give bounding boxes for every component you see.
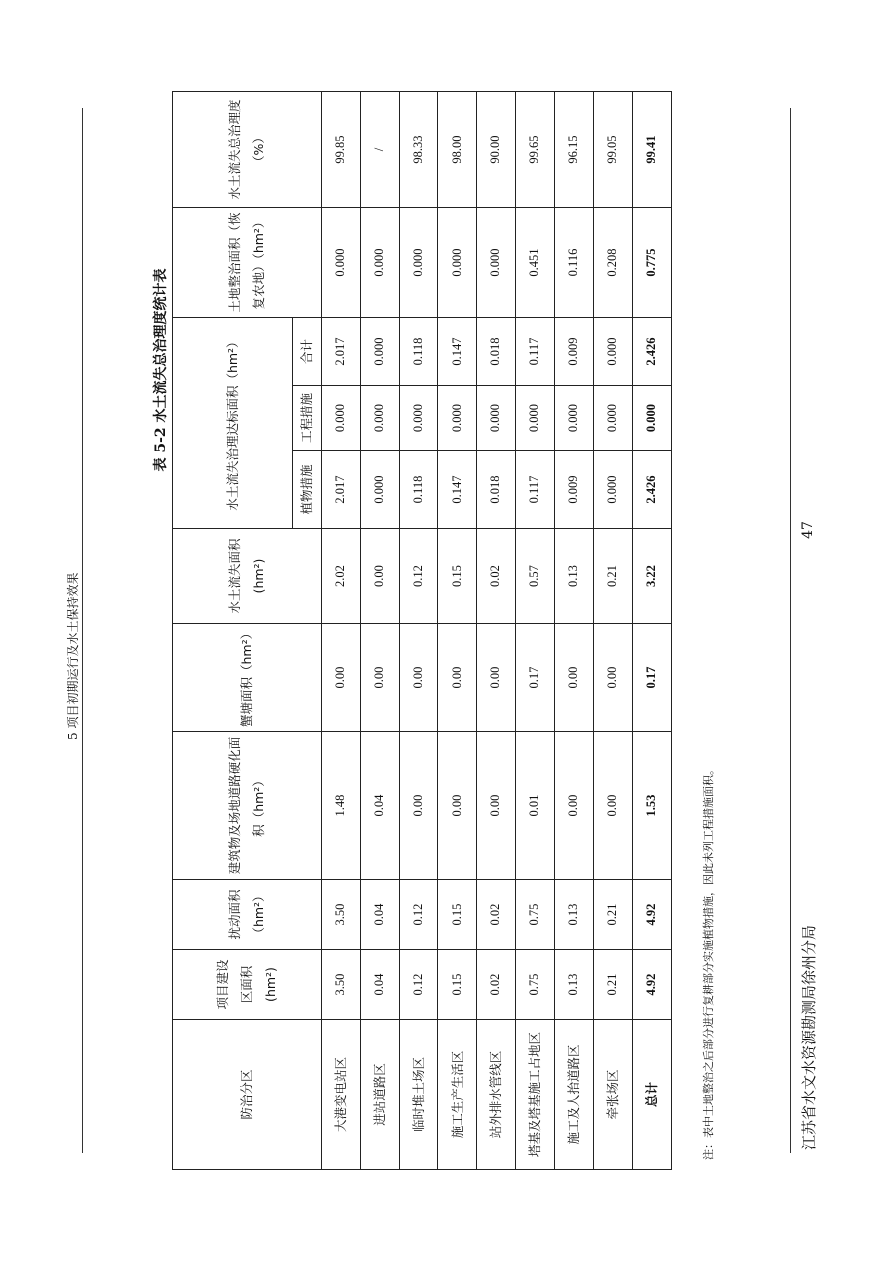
cell-project-area: 0.21 [594,950,633,1020]
cell-plant: 0.018 [477,451,516,529]
cell-loss-area: 0.13 [555,529,594,624]
cell-land-reclamation: 0.451 [516,208,555,318]
cell-project-area: 0.75 [516,950,555,1020]
cell-treatment-rate: / [360,92,399,208]
header-subtotal: 合计 [293,318,322,386]
cell-zone: 施工生产生活区 [438,1020,477,1170]
cell-engineering: 0.000 [516,386,555,451]
cell-land-reclamation: 0.000 [438,208,477,318]
cell-project-area: 0.02 [477,950,516,1020]
cell-treatment-rate: 99.65 [516,92,555,208]
cell-project-area: 0.12 [399,950,438,1020]
statistics-table-container [172,92,672,1170]
cell-plant: 0.147 [438,451,477,529]
cell-hardened-area: 0.00 [594,732,633,880]
cell-subtotal: 2.017 [321,318,360,386]
cell-zone: 牵张场区 [594,1020,633,1170]
header-hardened-area: 建筑物及场地道路硬化面积（hm²） [173,732,322,880]
cell-loss-area: 0.00 [360,529,399,624]
cell-hardened-area: 0.00 [555,732,594,880]
cell-treatment-rate: 99.85 [321,92,360,208]
cell-disturbed-area: 0.15 [438,880,477,950]
total-plant: 2.426 [633,451,672,529]
total-project-area: 4.92 [633,950,672,1020]
header-loss-area: 水土流失面积(hm²) [173,529,322,624]
header-disturbed-area: 扰动面积（hm²） [173,880,322,950]
header-land-reclamation: 土地整治面积（恢复农地）（hm²） [173,208,322,318]
table-row [555,92,594,1170]
cell-loss-area: 0.21 [594,529,633,624]
cell-hardened-area: 0.00 [477,732,516,880]
cell-subtotal: 0.117 [516,318,555,386]
cell-engineering: 0.000 [594,386,633,451]
cell-disturbed-area: 0.04 [360,880,399,950]
cell-treatment-rate: 99.05 [594,92,633,208]
header-zone: 防治分区 [173,1020,322,1170]
cell-plant: 0.009 [555,451,594,529]
running-header: 5 项目初期运行及水土保持效果 [66,572,80,740]
cell-hardened-area: 0.00 [438,732,477,880]
table-row [399,92,438,1170]
cell-crab-pond-area: 0.00 [438,624,477,732]
cell-zone: 临时堆土场区 [399,1020,438,1170]
total-treatment-rate: 99.41 [633,92,672,208]
total-land-reclamation: 0.775 [633,208,672,318]
footer-rule [790,108,791,1153]
cell-treatment-rate: 98.00 [438,92,477,208]
cell-zone: 大港变电站区 [321,1020,360,1170]
cell-plant: 0.000 [360,451,399,529]
table-row [321,92,360,1170]
header-row-1 [173,92,293,1170]
cell-disturbed-area: 3.50 [321,880,360,950]
cell-land-reclamation: 0.000 [477,208,516,318]
cell-subtotal: 0.018 [477,318,516,386]
cell-land-reclamation: 0.116 [555,208,594,318]
cell-treatment-rate: 98.33 [399,92,438,208]
cell-project-area: 0.15 [438,950,477,1020]
footer-organization: 江苏省水文水资源勘测局徐州分局 [800,924,818,1150]
cell-project-area: 3.50 [321,950,360,1020]
cell-loss-area: 2.02 [321,529,360,624]
cell-crab-pond-area: 0.00 [399,624,438,732]
table-row [477,92,516,1170]
cell-zone: 进站道路区 [360,1020,399,1170]
total-subtotal: 2.426 [633,318,672,386]
cell-engineering: 0.000 [360,386,399,451]
table-title: 表 5-2 水土流失总治理度统计表 [153,268,169,472]
table-row [438,92,477,1170]
header-treatment-rate: 水土流失总治理度（%） [173,92,322,208]
total-engineering: 0.000 [633,386,672,451]
cell-subtotal: 0.000 [594,318,633,386]
total-loss-area: 3.22 [633,529,672,624]
cell-subtotal: 0.009 [555,318,594,386]
cell-engineering: 0.000 [555,386,594,451]
cell-land-reclamation: 0.000 [399,208,438,318]
cell-hardened-area: 1.48 [321,732,360,880]
table-row [360,92,399,1170]
cell-treatment-rate: 90.00 [477,92,516,208]
cell-subtotal: 0.000 [360,318,399,386]
cell-disturbed-area: 0.13 [555,880,594,950]
cell-engineering: 0.000 [321,386,360,451]
cell-plant: 2.017 [321,451,360,529]
cell-land-reclamation: 0.000 [321,208,360,318]
cell-disturbed-area: 0.12 [399,880,438,950]
header-project-area: 项目建设区面积(hm²) [173,950,322,1020]
cell-plant: 0.117 [516,451,555,529]
table-note: 注：表中土地整治之后部分进行复耕部分实施植物措施，因此未列工程措施面积。 [702,764,715,1160]
cell-crab-pond-area: 0.00 [477,624,516,732]
cell-zone: 塔基及塔基施工占地区 [516,1020,555,1170]
table-row [516,92,555,1170]
cell-zone: 施工及人抬道路区 [555,1020,594,1170]
cell-engineering: 0.000 [399,386,438,451]
cell-disturbed-area: 0.21 [594,880,633,950]
cell-loss-area: 0.02 [477,529,516,624]
page-number: 47 [800,521,816,539]
cell-plant: 0.118 [399,451,438,529]
header-crab-pond-area: 蟹塘面积（hm²） [173,624,322,732]
cell-land-reclamation: 0.208 [594,208,633,318]
cell-plant: 0.000 [594,451,633,529]
total-crab-pond-area: 0.17 [633,624,672,732]
header-reach-group: 水土流失治理达标面积（hm²） [173,318,293,529]
header-rule [82,108,83,1153]
cell-crab-pond-area: 0.00 [594,624,633,732]
treatment-statistics-table [172,91,672,1170]
total-label: 总计 [633,1020,672,1170]
cell-project-area: 0.13 [555,950,594,1020]
cell-crab-pond-area: 0.00 [321,624,360,732]
cell-crab-pond-area: 0.00 [555,624,594,732]
cell-engineering: 0.000 [477,386,516,451]
header-plant: 植物措施 [293,451,322,529]
cell-hardened-area: 0.04 [360,732,399,880]
cell-project-area: 0.04 [360,950,399,1020]
cell-loss-area: 0.57 [516,529,555,624]
cell-loss-area: 0.15 [438,529,477,624]
cell-disturbed-area: 0.02 [477,880,516,950]
cell-subtotal: 0.118 [399,318,438,386]
cell-subtotal: 0.147 [438,318,477,386]
cell-crab-pond-area: 0.17 [516,624,555,732]
cell-zone: 站外排水管线区 [477,1020,516,1170]
total-disturbed-area: 4.92 [633,880,672,950]
cell-disturbed-area: 0.75 [516,880,555,950]
table-total-row [633,92,672,1170]
cell-hardened-area: 0.01 [516,732,555,880]
cell-hardened-area: 0.00 [399,732,438,880]
cell-loss-area: 0.12 [399,529,438,624]
cell-land-reclamation: 0.000 [360,208,399,318]
total-hardened-area: 1.53 [633,732,672,880]
cell-crab-pond-area: 0.00 [360,624,399,732]
table-row [594,92,633,1170]
cell-engineering: 0.000 [438,386,477,451]
header-engineering: 工程措施 [293,386,322,451]
cell-treatment-rate: 96.15 [555,92,594,208]
